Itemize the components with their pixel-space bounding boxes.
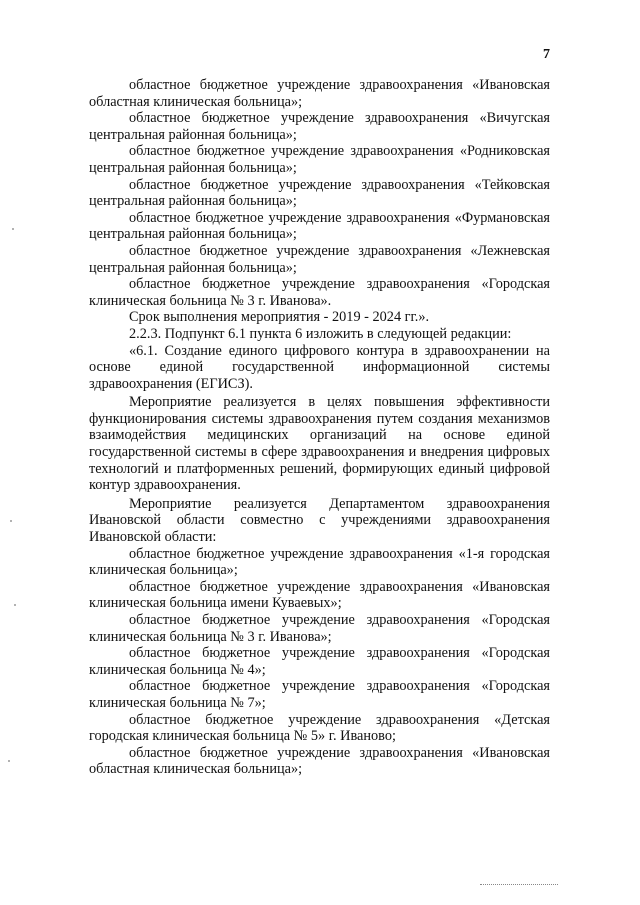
paragraph-2: областное бюджетное учреждение здравоохранения «Вичугская центральная районная больница»; (89, 110, 550, 143)
scan-footer-marks (480, 884, 558, 887)
implementer-paragraph: Мероприятие реализуется Департаментом здравоохранения Ивановской области совместно с учреждениями здравоохранения Ивановской области: (89, 495, 550, 546)
paragraph-7: областное бюджетное учреждение здравоохранения «Городская клиническая больница № 3 г. Иванова». (89, 276, 550, 309)
scan-artifact (14, 604, 16, 606)
paragraph-19: областное бюджетное учреждение здравоохранения «Ивановская областная клиническая больница»; (89, 744, 550, 778)
paragraph-18: областное бюджетное учреждение здравоохранения «Детская городская клиническая больница № 5» г. Иваново; (89, 711, 550, 745)
document-body (89, 77, 550, 778)
paragraph-17: областное бюджетное учреждение здравоохранения «Городская клиническая больница № 7»; (89, 678, 550, 711)
paragraph-15: областное бюджетное учреждение здравоохранения «Городская клиническая больница № 3 г. Иванова»; (89, 612, 550, 645)
paragraph-6: областное бюджетное учреждение здравоохранения «Лежневская центральная районная больница»; (89, 242, 550, 276)
deadline-line: Срок выполнения мероприятия - 2019 - 2024 гг.». (129, 309, 430, 326)
purpose-paragraph: Мероприятие реализуется в целях повышения эффективности функционирования системы здравоохранения путем создания механизмов взаимодействия медицинских организаций на основе единой государственной системы в сфере здравоохранения и внедрения цифровых технологий и платформенных решений, формирующих единый цифровой контур здравоохранения. (89, 394, 550, 494)
paragraph-13: областное бюджетное учреждение здравоохранения «1-я городская клиническая больница»; (89, 545, 550, 579)
page-number: 7 (543, 47, 550, 62)
paragraph-4: областное бюджетное учреждение здравоохранения «Тейковская центральная районная больница»; (89, 176, 550, 210)
scan-artifact (8, 760, 10, 762)
subsection-heading: 2.2.3. Подпункт 6.1 пункта 6 изложить в следующей редакции: (129, 325, 512, 342)
paragraph-5: областное бюджетное учреждение здравоохранения «Фурмановская центральная районная больница»; (89, 209, 550, 243)
paragraph-16: областное бюджетное учреждение здравоохранения «Городская клиническая больница № 4»; (89, 645, 550, 678)
paragraph-3: областное бюджетное учреждение здравоохранения «Родниковская центральная районная больница»; (89, 143, 550, 176)
scan-artifact (10, 520, 12, 522)
paragraph-14: областное бюджетное учреждение здравоохранения «Ивановская клиническая больница имени Куваевых»; (89, 578, 550, 612)
section-6-1-title: «6.1. Создание единого цифрового контура в здравоохранении на основе единой государственной информационной системы здравоохранения (ЕГИСЗ). (89, 342, 550, 392)
scan-artifact (12, 228, 14, 230)
paragraph-1: областное бюджетное учреждение здравоохранения «Ивановская областная клиническая больница»; (89, 77, 550, 110)
